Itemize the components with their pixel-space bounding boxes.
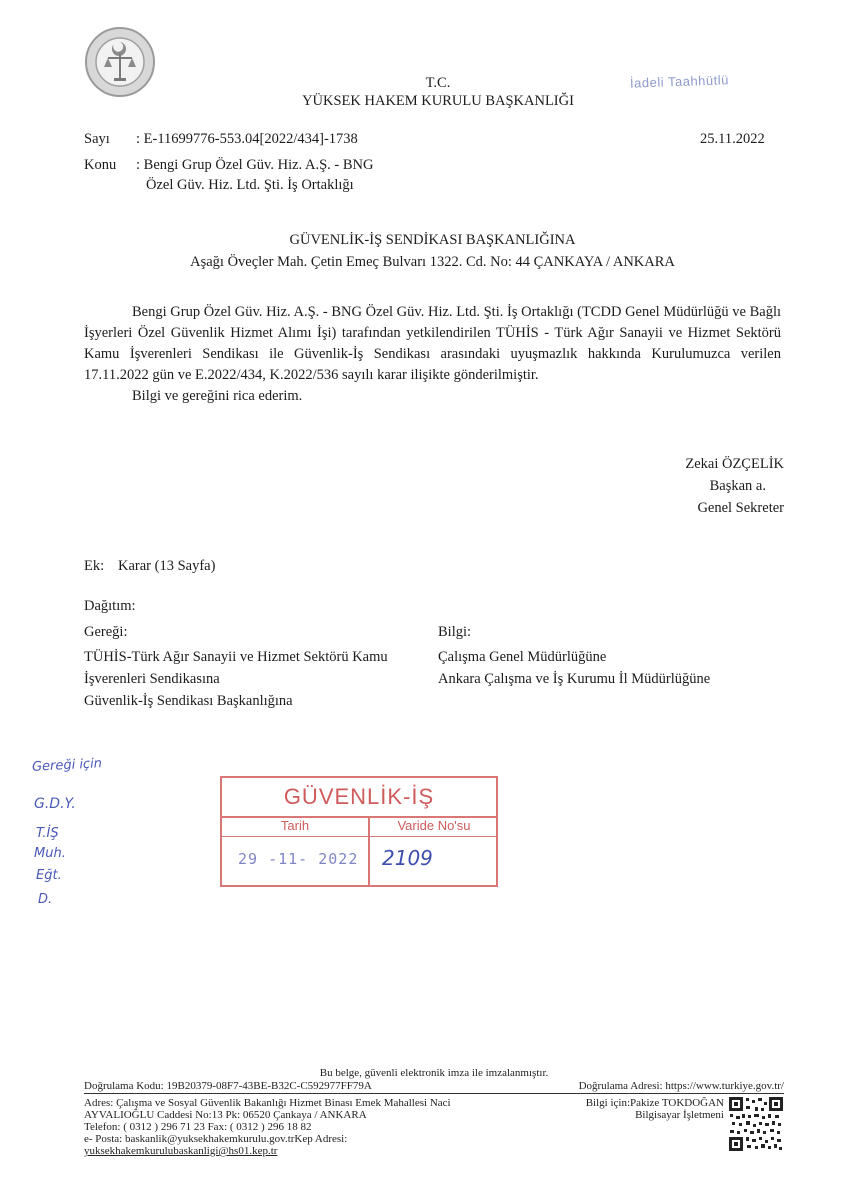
attachment-label: Ek:: [84, 558, 105, 574]
signer-title1: Başkan a.: [709, 478, 766, 494]
attachment-value: Karar (13 Sayfa): [118, 558, 216, 574]
gerecgi-item: İşverenleri Sendikasına: [84, 671, 220, 687]
receipt-stamp-title: GÜVENLİK-İŞ: [283, 784, 435, 809]
official-seal: [84, 26, 156, 98]
header-top-line: T.C.: [425, 75, 451, 91]
footer-info-role: Bilgisayar İşletmeni: [635, 1109, 724, 1121]
esign-note: Bu belge, güvenli elektronik imza ile imzalanmıştır.: [319, 1067, 549, 1079]
footer-info-contact: Bilgi için:Pakize TOKDOĞAN: [585, 1097, 724, 1109]
footer-phone: Telefon: ( 0312 ) 296 71 23 Fax: ( 0312 ) 296 18 82: [84, 1121, 312, 1133]
handwritten-note: Eğt.: [36, 868, 62, 883]
footer-kep[interactable]: yuksekhakemkurulubaskanligi@hs01.kep.tr: [84, 1145, 278, 1157]
bilgi-item: Ankara Çalışma ve İş Kurumu İl Müdürlüğüne: [438, 671, 711, 687]
receipt-number-label: Varide No'su: [397, 818, 471, 833]
footer-address-line1: Adres: Çalışma ve Sosyal Güvenlik Bakanlığı Hizmet Binası Emek Mahallesi Naci: [84, 1097, 451, 1109]
konu-label: Konu: [84, 157, 117, 173]
bilgi-label: Bilgi:: [438, 624, 472, 640]
body-paragraph-1: Bengi Grup Özel Güv. Hiz. A.Ş. - BNG Özel Güv. Hiz. Ltd. Şti. İş Ortaklığı (TCDD Genel Müdürlüğü ve Bağlı İşyerleri Özel Güvenlik Hizmet Alımı İşi) tarafından yetkilendirilen TÜHİS - Türk Ağır Sanayii ve Hizmet Sektörü Kamu İşverenleri Sendikası ile Güvenlik-İş Sendikası arasındaki uyuşmazlık hakkında Kurulumuzca verilen 17.11.2022 gün ve E.2022/434, K.2022/536 sayılı karar ilişikte gönderilmiştir.: [84, 304, 781, 383]
recipient-name: GÜVENLİK-İŞ SENDİKASI BAŞKANLIĞINA: [289, 232, 576, 248]
document-date: 25.11.2022: [700, 131, 765, 147]
handwritten-note: G.D.Y.: [34, 796, 76, 812]
footer-email: e- Posta: baskanlik@yuksekhakemkurulu.gov.trKep Adresi:: [84, 1133, 348, 1145]
receipt-date-label: Tarih: [280, 818, 310, 833]
header-office: YÜKSEK HAKEM KURULU BAŞKANLIĞI: [302, 93, 574, 109]
konu-line1: : Bengi Grup Özel Güv. Hiz. A.Ş. - BNG: [136, 157, 374, 173]
handwritten-note: D.: [38, 892, 53, 907]
receipt-number-value: 2109: [382, 846, 433, 870]
gerecgi-item: Güvenlik-İş Sendikası Başkanlığına: [84, 693, 293, 709]
distribution-label: Dağıtım:: [84, 598, 136, 614]
footer-address-line2: AYVALIOĞLU Caddesi No:13 Pk: 06520 Çankaya / ANKARA: [84, 1109, 367, 1121]
receipt-stamp: [220, 776, 498, 887]
handwritten-note: T.İŞ: [36, 826, 59, 841]
receipt-date-value: 29 -11- 2022: [238, 850, 359, 868]
signer-title2: Genel Sekreter: [697, 500, 784, 516]
recipient-address: Aşağı Öveçler Mah. Çetin Emeç Bulvarı 1322. Cd. No: 44 ÇANKAYA / ANKARA: [190, 254, 675, 270]
sayi-label: Sayı: [84, 131, 110, 147]
body-paragraph-2: Bilgi ve gereğini rica ederim.: [132, 388, 303, 404]
gerecgi-label: Gereği:: [84, 624, 128, 640]
qr-code-icon: [728, 1096, 784, 1152]
footer-divider: [84, 1093, 784, 1094]
registered-mail-stamp: İadeli Taahhütlü: [629, 72, 730, 91]
verify-address: Doğrulama Adresi: https://www.turkiye.gov.tr/: [578, 1080, 784, 1092]
sayi-value: : E-11699776-553.04[2022/434]-1738: [136, 131, 358, 147]
verify-code: Doğrulama Kodu: 19B20379-08F7-43BE-B32C-C592977FF79A: [84, 1080, 372, 1092]
konu-line2: Özel Güv. Hiz. Ltd. Şti. İş Ortaklığı: [146, 177, 354, 193]
handwritten-note: Gereği için: [31, 756, 103, 775]
gerecgi-item: TÜHİS-Türk Ağır Sanayii ve Hizmet Sektörü Kamu: [84, 649, 388, 665]
bilgi-item: Çalışma Genel Müdürlüğüne: [438, 649, 607, 665]
signer-name: Zekai ÖZÇELİK: [685, 456, 784, 472]
handwritten-note: Muh.: [34, 846, 66, 861]
letter-body: [84, 302, 781, 407]
